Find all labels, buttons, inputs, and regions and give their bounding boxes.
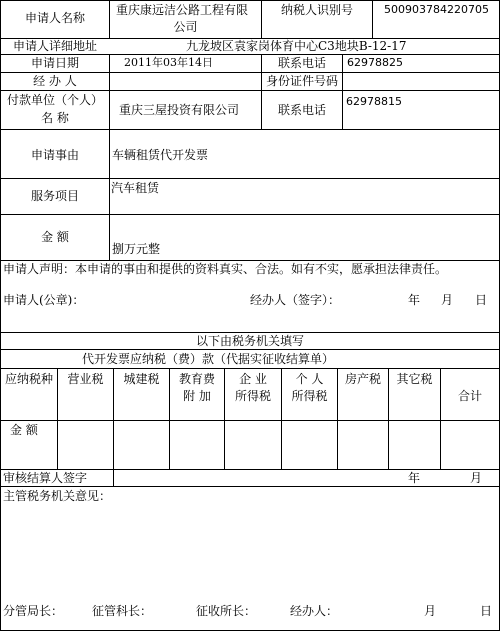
tax-col-education-1: 教育费 [178,372,215,386]
tax-col-corporate-1: 企 业 [239,372,267,386]
service-value: 汽车租赁 [111,181,160,195]
tax-col-urban: 城建税 [123,372,160,386]
tax-col-property: 房产税 [344,372,381,386]
applicant-seal-label: 申请人(公章)： [3,293,85,307]
matter-label: 申请事由 [30,148,79,162]
tax-col-other: 其它税 [396,372,433,386]
tax-col-education-2: 附 加 [183,389,211,403]
tax-col-type: 应纳税种 [4,372,53,386]
section-chief-label: 征管科长： [92,604,153,618]
tax-col-personal-1: 个 人 [295,372,324,386]
id-number-label: 身份证件号码 [265,74,338,88]
date-year-label: 年 [408,293,421,307]
taxpayer-id-label: 纳税人识别号 [280,3,353,17]
matter-value: 车辆租赁代开发票 [112,148,209,162]
payer-value: 重庆三屋投资有限公司 [119,103,240,117]
tax-office-header: 以下由税务机关填写 [195,334,304,348]
tax-section-title: 代开发票应纳税（费）款（代据实征收结算单） [82,352,335,366]
address-label: 申请人详细地址 [12,39,97,53]
applicant-name-value-line2: 公司 [173,20,198,34]
clerk-label: 经办人： [290,604,339,618]
phone-label: 联系电话 [277,56,326,70]
review-year-label: 年 [408,471,421,485]
tax-authority-opinion-label: 主管税务机关意见： [3,489,112,503]
applicant-name-value-line1: 重庆康远洁公路工程有限 [116,3,249,17]
date-day-label: 日 [475,293,488,307]
branch-chief-label: 分管局长： [3,604,64,618]
payer-label-line1: 付款单位（个人） [6,93,103,107]
review-sign-label: 审核结算人签字 [3,471,88,485]
amount-label: 金 额 [41,230,69,244]
payer-phone-value: 62978815 [346,95,402,108]
apply-date-value: 2011年03年14日 [124,56,213,69]
tax-amount-label: 金 额 [10,423,38,437]
applicant-name-label: 申请人名称 [24,11,85,25]
declaration-text: 申请人声明：本申请的事由和提供的资料真实、合法。如有不实，愿承担法律责任。 [3,262,448,276]
taxpayer-id-value: 500903784220705 [384,3,489,16]
apply-date-label: 申请日期 [30,56,79,70]
payer-phone-label: 联系电话 [277,103,326,117]
date-month-label: 月 [441,293,454,307]
phone-value: 62978825 [347,56,403,69]
handler-label: 经 办 人 [33,74,77,88]
bottom-day-label: 日 [480,604,493,618]
director-label: 征收所长： [196,604,257,618]
address-value: 九龙坡区袁家岗体育中心C3地块B-12-17 [186,39,407,53]
service-label: 服务项目 [30,189,79,203]
tax-col-personal-2: 所得税 [291,389,328,403]
handler-sign-label: 经办人（签字）： [250,293,341,307]
tax-col-total: 合计 [457,389,482,403]
review-month-label: 月 [470,471,483,485]
tax-col-corporate-2: 所得税 [234,389,271,403]
bottom-month-label: 月 [424,604,437,618]
tax-col-business: 营业税 [67,372,104,386]
payer-label-line2: 名 称 [41,111,69,125]
amount-value: 捌万元整 [112,242,161,256]
